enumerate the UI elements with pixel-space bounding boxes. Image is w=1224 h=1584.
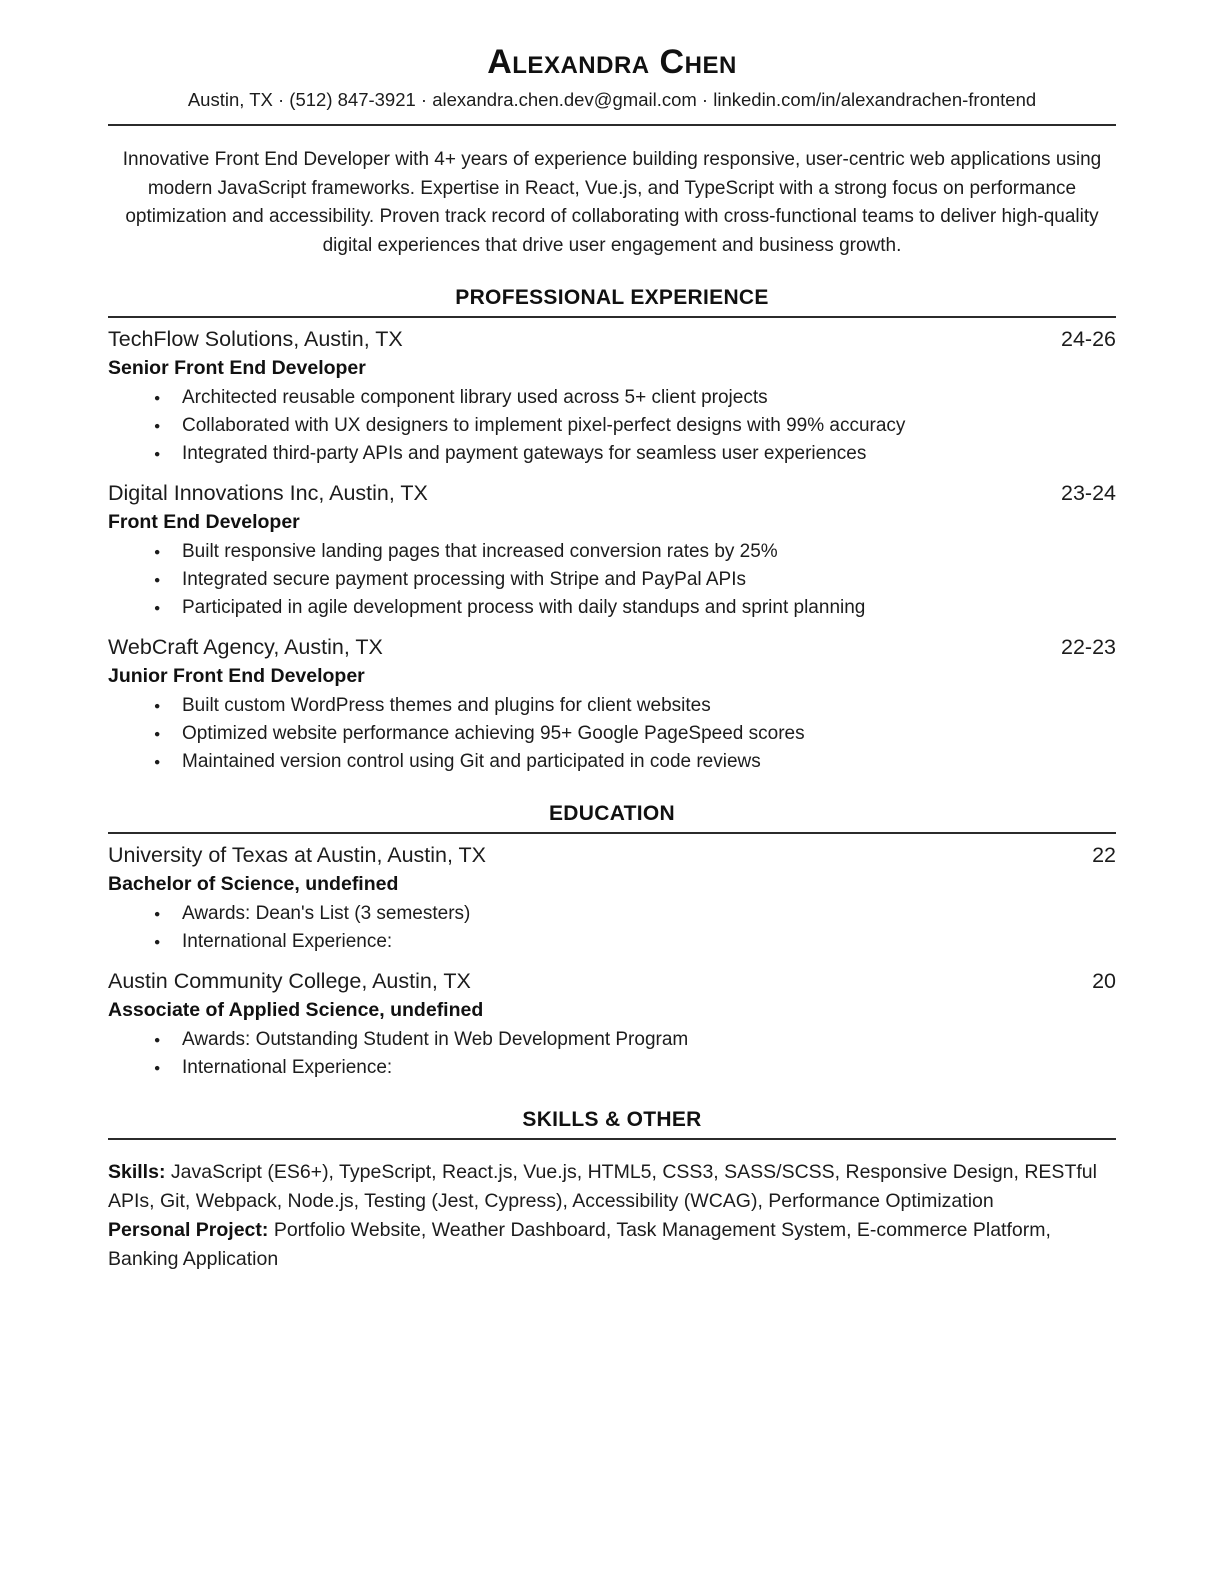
section-title-experience: PROFESSIONAL EXPERIENCE [455,286,769,309]
entry-header [108,472,1116,507]
entry-dates: 24-26 [1061,327,1116,351]
entry-org: University of Texas at Austin, Austin, TX [108,843,487,867]
bullet-item: ● Participated in agile development process with daily standups and sprint planning [152,594,1116,622]
entry-org: Digital Innovations Inc, Austin, TX [108,481,428,505]
bullet-item: ● Optimized website performance achieving 95+ Google PageSpeed scores [152,720,1116,748]
entry-header [108,626,1116,661]
bullet-item: ● International Experience: [152,928,1116,956]
header-divider [108,124,1116,126]
entry-bullets [108,384,1116,468]
bullet-item: ● Maintained version control using Git and participated in code reviews [152,748,1116,776]
entry-bullets [108,1026,1116,1082]
section-title-skills: SKILLS & OTHER [522,1108,702,1131]
entry-header [108,834,1116,869]
education-entry [108,834,1116,956]
bullet-item: ● International Experience: [152,1054,1116,1082]
skills-text: JavaScript (ES6+), TypeScript, React.js, Vue.js, HTML5, CSS3, SASS/SCSS, Responsive Design, RESTful APIs, Git, Webpack, Node.js, Testing (Jest, Cypress), Accessibility (WCAG), Performance Optimization [108,1161,1097,1212]
bullet-item: ● Awards: Outstanding Student in Web Development Program [152,1026,1116,1054]
candidate-name: Alexandra Chen [487,43,737,81]
education-entry [108,960,1116,1082]
entry-bullets [108,900,1116,956]
section-title-education: EDUCATION [549,802,675,825]
experience-entry [108,626,1116,776]
skills-label: Skills: [108,1161,166,1183]
entry-dates: 22 [1092,843,1116,867]
entry-degree: Associate of Applied Science, undefined [108,999,484,1021]
bullet-item: ● Built custom WordPress themes and plugins for client websites [152,692,1116,720]
contact-line: Austin, TX · (512) 847-3921 · alexandra.chen.dev@gmail.com · linkedin.com/in/alexandrachen-frontend [187,89,1037,110]
entry-role: Junior Front End Developer [108,665,365,687]
bullet-item: ● Architected reusable component library used across 5+ client projects [152,384,1116,412]
section-divider-skills [108,1138,1116,1140]
projects-line [108,1216,1116,1274]
entry-dates: 20 [1092,969,1116,993]
entry-org: WebCraft Agency, Austin, TX [108,635,383,659]
entry-bullets [108,692,1116,776]
section-skills-other [108,1106,1116,1274]
entry-org: TechFlow Solutions, Austin, TX [108,327,403,351]
bullet-item: ● Awards: Dean's List (3 semesters) [152,900,1116,928]
bullet-item: ● Collaborated with UX designers to implement pixel-perfect designs with 99% accuracy [152,412,1116,440]
bullet-item: ● Built responsive landing pages that increased conversion rates by 25% [152,538,1116,566]
entry-bullets [108,538,1116,622]
experience-entry [108,472,1116,622]
skills-block [108,1158,1116,1274]
entry-header [108,318,1116,353]
projects-text: Portfolio Website, Weather Dashboard, Task Management System, E-commerce Platform, Banking Application [108,1219,1051,1270]
entry-degree: Bachelor of Science, undefined [108,873,399,895]
entry-org: Austin Community College, Austin, TX [108,969,471,993]
entry-dates: 22-23 [1061,635,1116,659]
summary-paragraph: Innovative Front End Developer with 4+ years of experience building responsive, user-centric web applications using modern JavaScript frameworks. Expertise in React, Vue.js, and TypeScript with a strong focus on performance optimization and accessibility. Proven track record of collaborating with cross-functional teams to deliver high-quality digital experiences that drive user engagement and business growth. [122,149,1102,256]
bullet-item: ● Integrated third-party APIs and payment gateways for seamless user experiences [152,440,1116,468]
experience-entry [108,318,1116,468]
entry-role: Senior Front End Developer [108,357,366,379]
skills-line [108,1158,1116,1216]
entry-dates: 23-24 [1061,481,1116,505]
entry-role: Front End Developer [108,511,300,533]
entry-header [108,960,1116,995]
section-education [108,800,1116,1082]
bullet-item: ● Integrated secure payment processing with Stripe and PayPal APIs [152,566,1116,594]
section-experience [108,284,1116,776]
projects-label: Personal Project: [108,1219,269,1241]
